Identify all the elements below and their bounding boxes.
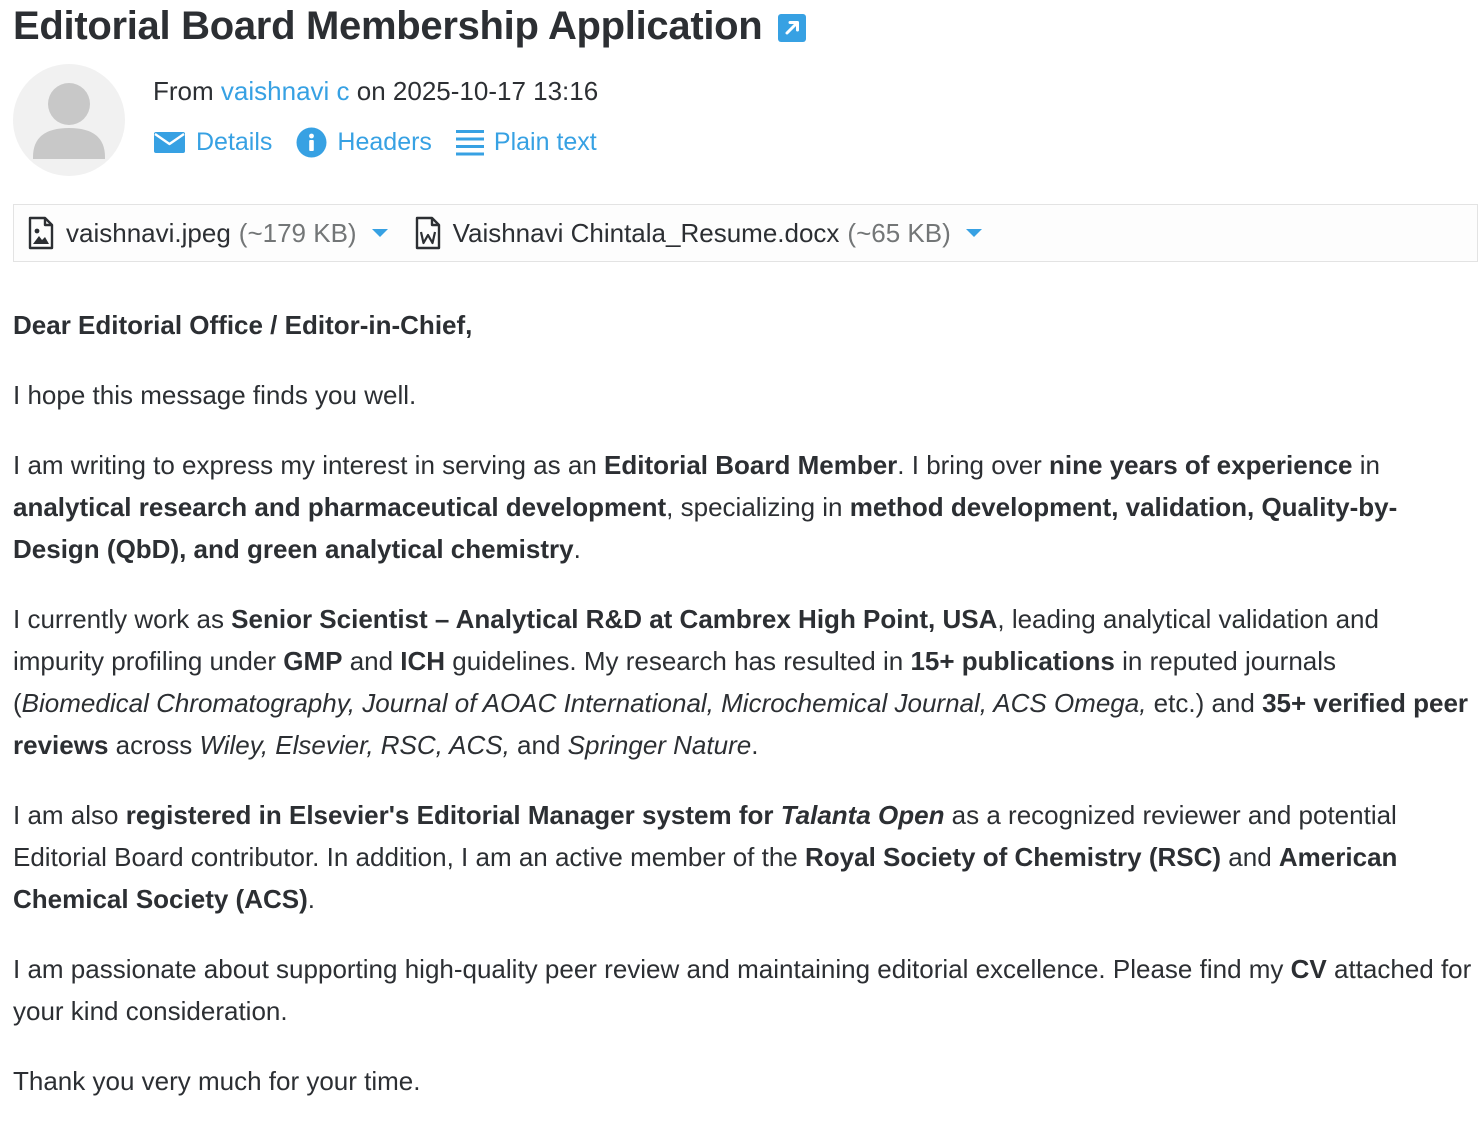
text-segment: , leading analytical validation and impurity profiling under [13,604,1379,676]
text-segment: attached for your kind consideration. [13,954,1472,1026]
plain-text-link[interactable] [456,128,597,157]
bold-italic-segment: Talanta Open [780,800,945,830]
bold-segment: analytical research and pharmaceutical development [13,492,667,522]
body-paragraph-5 [13,948,1475,1032]
text-segment: and [342,646,401,676]
message-date: 2025-10-17 13:16 [392,76,599,106]
body-paragraph-3 [13,598,1475,766]
attachment-name: vaishnavi.jpeg [66,217,231,248]
bold-segment: 15+ publications [910,646,1115,676]
sender-name-link[interactable]: vaishnavi c [220,76,350,106]
chevron-down-icon[interactable] [371,227,389,239]
text-segment: and [509,730,568,760]
body-paragraph-6: Thank you very much for your time. [13,1066,421,1096]
bold-segment: registered in Elsevier's Editorial Manager system for [125,800,781,830]
details-link[interactable] [153,128,272,157]
bold-segment: CV [1290,954,1327,984]
from-prefix: From [153,76,214,106]
word-file-icon [415,216,441,250]
body-paragraph-1: I hope this message finds you well. [13,380,417,410]
text-segment: across [108,730,200,760]
text-segment: . [573,534,581,564]
text-segment: . [751,730,759,760]
body-paragraph-2 [13,444,1475,570]
italic-segment: Biomedical Chromatography, Journal of AOAC International, Microchemical Journal, ACS Omega, [21,688,1147,718]
message-subject: Editorial Board Membership Application [13,3,763,48]
chevron-down-icon[interactable] [965,227,983,239]
text-segment: in [1352,450,1380,480]
text-segment: I currently work as [13,604,232,634]
date-prefix: on [356,76,386,106]
sender-avatar [13,64,125,176]
headers-label: Headers [337,127,432,156]
message-body [13,304,1475,1130]
bold-segment: 35+ verified peer reviews [13,688,1469,760]
subject-row [13,0,806,52]
greeting-text: Dear Editorial Office / Editor-in-Chief, [13,310,473,340]
bold-segment: American Chemical Society (ACS) [13,842,1398,914]
bold-segment: nine years of experience [1049,450,1353,480]
text-segment: . I bring over [897,450,1050,480]
body-paragraph-4 [13,794,1475,920]
attachment-list [13,204,1478,262]
headers-link[interactable] [296,127,432,158]
person-icon [13,64,125,176]
text-segment: , specializing in [666,492,850,522]
info-icon [296,127,327,158]
text-segment: guidelines. My research has resulted in [445,646,911,676]
attachment-size: (~65 KB) [847,217,951,248]
text-segment: etc.) and [1146,688,1263,718]
bold-segment: Editorial Board Member [604,450,898,480]
bold-segment: Senior Scientist – Analytical R&D at Cambrex High Point, USA [231,604,998,634]
image-file-icon [28,216,54,250]
text-segment: in reputed journals ( [13,646,1337,718]
header-links [153,124,621,160]
attachment-item[interactable] [415,216,983,250]
text-segment: I am writing to express my interest in serving as an [13,450,605,480]
text-segment: I am passionate about supporting high-quality peer review and maintaining editorial excellence. Please find my [13,954,1291,984]
attachment-name: Vaishnavi Chintala_Resume.docx [452,217,840,248]
details-label: Details [196,127,273,156]
text-segment: I am also [13,800,126,830]
bold-segment: ICH [400,646,446,676]
bold-segment: method development, validation, Quality-by-Design (QbD), and green analytical chemistry [13,492,1398,564]
attachment-size: (~179 KB) [238,217,357,248]
open-in-new-window-icon[interactable] [778,14,806,42]
plain-text-label: Plain text [493,127,597,156]
italic-segment: Springer Nature [567,730,752,760]
text-segment: . [307,884,315,914]
italic-segment: Wiley, Elsevier, RSC, ACS, [199,730,510,760]
list-icon [456,128,484,156]
greeting [13,304,1475,346]
envelope-icon [153,130,186,154]
text-segment: as a recognized reviewer and potential Editorial Board contributor. In addition, I am an active member of the [13,800,1397,872]
bold-segment: GMP [283,646,343,676]
from-line [153,74,598,108]
attachment-item[interactable] [28,216,389,250]
text-segment: and [1221,842,1279,872]
bold-segment: Royal Society of Chemistry (RSC) [804,842,1222,872]
